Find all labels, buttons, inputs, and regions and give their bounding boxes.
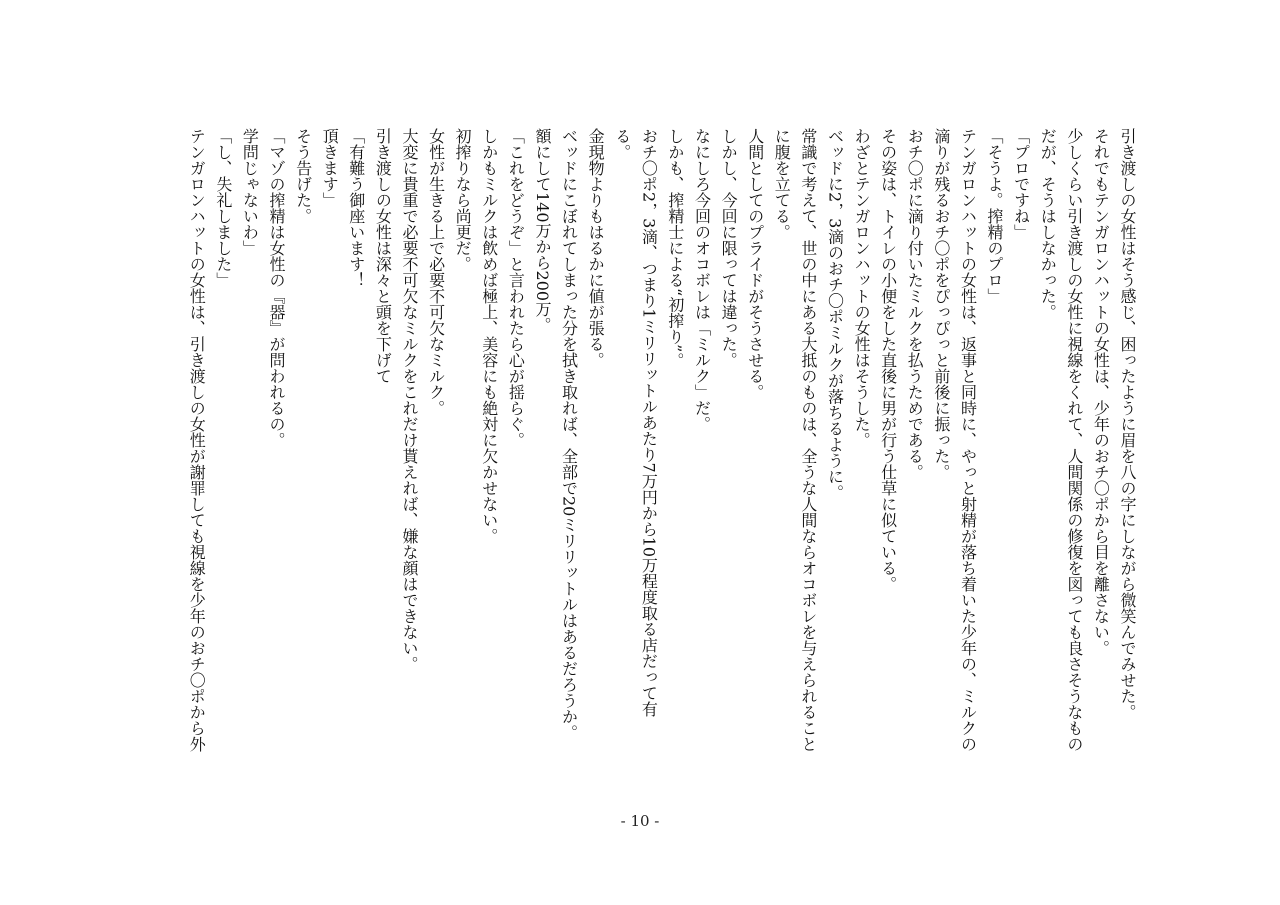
text-line: 「そうよ。搾精のプロ」 <box>985 128 1005 304</box>
text-line: 額にして140万から200万。 <box>532 128 552 334</box>
text-line: 滴りが残るおチ〇ポをぴっぴっと前後に振った。 <box>931 128 951 480</box>
text-line: テンガロンハットの女性は、返事と同時に、やっと射精が落ち着いた少年の、ミルクの <box>958 128 978 752</box>
text-line: 金現物よりもはるかに値が張る。 <box>586 128 606 368</box>
text-line: に腹を立てる。 <box>772 128 792 240</box>
text-line: それでもテンガロンハットの女性は、少年のおチ〇ポから目を離さない。 <box>1091 128 1111 656</box>
text-line: 少しくらい引き渡しの女性に視線をくれて、人間関係の修復を図っても良さそうなもの <box>1064 128 1084 752</box>
text-line: ベッドにこぼれてしまった分を拭き取れば、全部で20ミリリットルはあるだろうか。 <box>559 128 579 741</box>
text-line: おチ〇ポ2，3滴、つまり1ミリリットルあたり7万円から10万程度取る店だって有 <box>639 128 659 718</box>
text-line: 「これをどうぞ」と言われたら心が揺らぐ。 <box>506 128 526 448</box>
text-line: 引き渡しの女性はそう感じ、困ったように眉を八の字にしながら微笑んでみせた。 <box>1118 128 1137 720</box>
text-line: しかも、搾精士による“初搾り”。 <box>665 128 685 369</box>
text-line: 頂きます」 <box>320 128 340 208</box>
text-line: る。 <box>612 128 632 160</box>
text-line: 女性が生きる上で必要不可欠なミルク。 <box>426 128 446 416</box>
text-line: だが、そうはしなかった。 <box>1038 128 1058 320</box>
text-line: なにしろ今回のオコボレは「ミルク」だ。 <box>692 128 712 432</box>
page-number: - 10 - <box>620 812 660 830</box>
text-line: わざとテンガロンハットの女性はそうした。 <box>852 128 872 448</box>
text-line: しかもミルクは飲めば極上、美容にも絶対に欠かせない。 <box>479 128 499 544</box>
text-line: テンガロンハットの女性は、引き渡しの女性が謝罪しても視線を少年のおチ〇ポから外 <box>187 128 207 752</box>
vertical-text-body <box>140 128 1140 798</box>
text-line: 「有難う御座います！ <box>346 128 366 288</box>
text-line: そう告げた。 <box>293 128 313 224</box>
text-line: ベッドに2，3滴のおチ〇ポミルクが落ちるように。 <box>825 128 845 501</box>
text-line: 「マゾの搾精は女性の『器』が問われるの。 <box>267 128 286 448</box>
text-line: 「し、失礼しました」 <box>213 128 233 288</box>
text-line: 常識で考えて、世の中にある大抵のものは、全うな人間ならオコボレを与えられること <box>798 128 818 752</box>
text-line: 「プロですね」 <box>1011 128 1031 240</box>
text-line: 引き渡しの女性は深々と頭を下げて <box>373 128 393 384</box>
text-line: 初搾りなら尚更だ。 <box>453 128 473 272</box>
text-line: 人間としてのプライドがそうさせる。 <box>745 128 765 400</box>
text-line: 学問じゃないわ」 <box>240 128 260 256</box>
text-line: その姿は、トイレの小便をした直後に男が行う仕草に似ている。 <box>878 128 898 592</box>
text-line: おチ〇ポに滴り付いたミルクを払うためである。 <box>905 128 925 480</box>
text-line: しかし、今回に限っては違った。 <box>719 128 739 368</box>
text-line: 大変に貴重で必要不可欠なミルクをこれだけ貰えれば、嫌な顔はできない。 <box>399 128 419 672</box>
